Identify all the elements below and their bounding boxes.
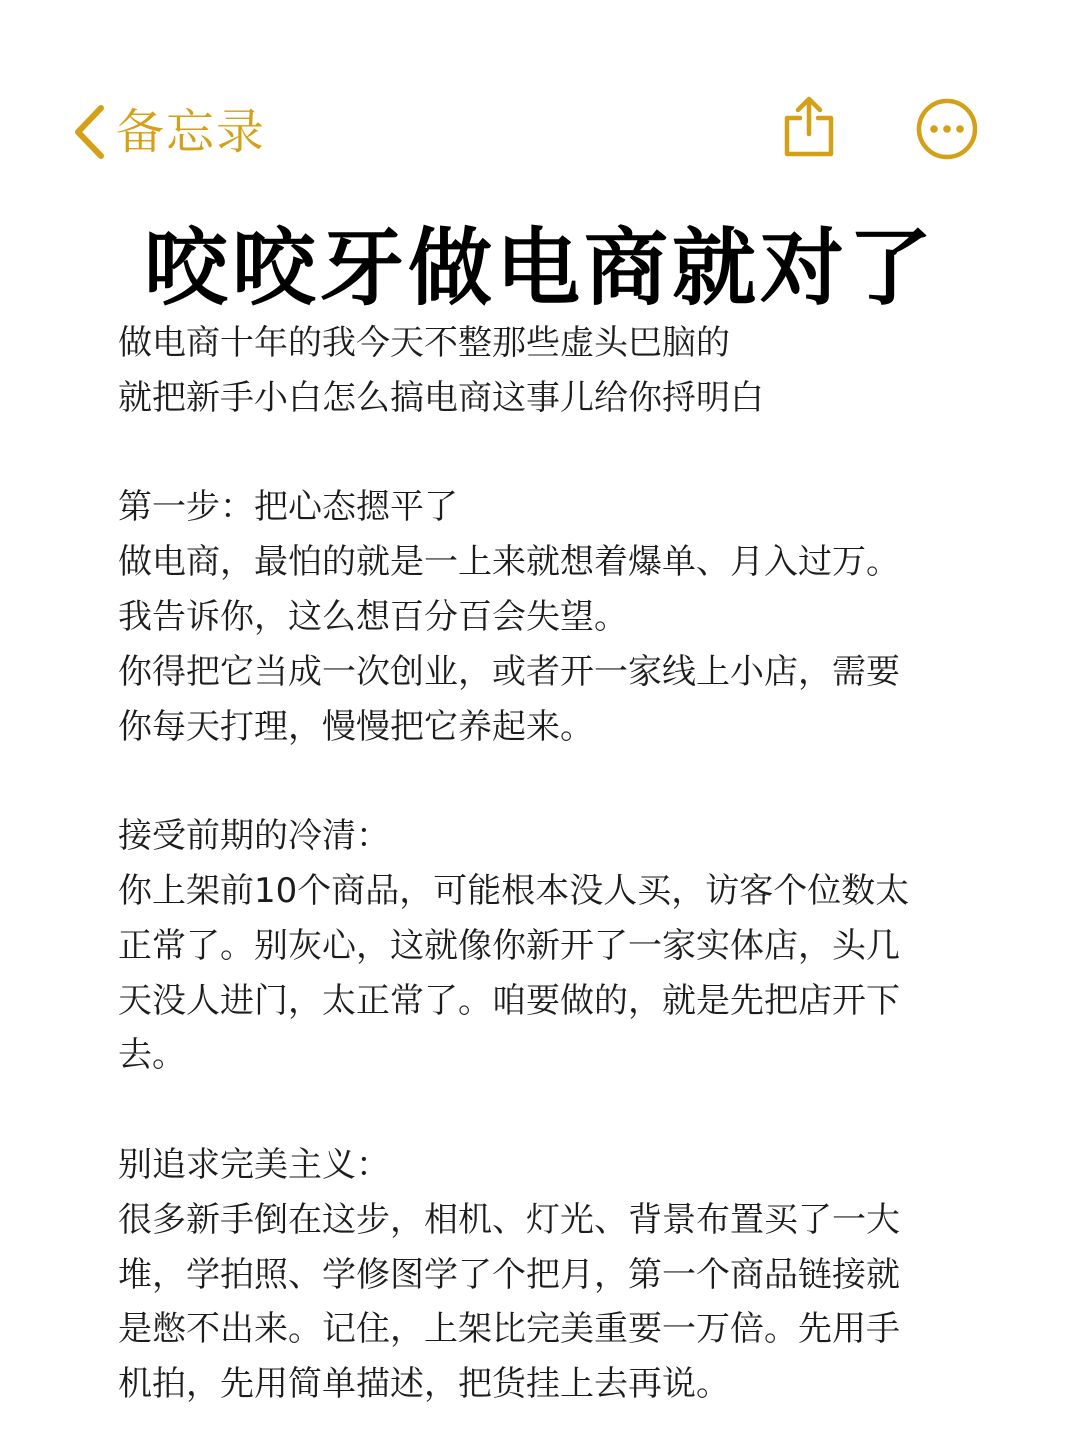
back-button[interactable] (72, 92, 266, 172)
body-line: 天没人进门，太正常了。咱要做的，就是先把店开下 (118, 980, 900, 1021)
more-icon (914, 96, 980, 162)
body-line: 堆，学拍照、学修图学了个把月，第一个商品链接就 (118, 1254, 900, 1295)
body-line: 做电商，最怕的就是一上来就想着爆单、月入过万。 (118, 542, 900, 583)
blank-line (118, 1083, 968, 1138)
body-line: 很多新手倒在这步，相机、灯光、背景布置买了一大 (118, 1199, 900, 1240)
body-line: 正常了。别灰心，这就像你新开了一家实体店，头几 (118, 925, 900, 966)
body-line: 机拍，先用简单描述，把货挂上去再说。 (118, 1364, 730, 1405)
body-line: 你每天打理，慢慢把它养起来。 (118, 706, 594, 747)
back-label: 备忘录 (116, 104, 267, 160)
note-title: 咬咬牙做电商就对了 (143, 219, 936, 317)
body-line: 去。 (118, 1035, 186, 1076)
navigation-bar (0, 0, 1080, 200)
section-heading: 接受前期的冷清： (118, 816, 390, 857)
blank-line (118, 754, 968, 809)
body-line: 我告诉你，这么想百分百会失望。 (118, 596, 628, 637)
share-icon (780, 94, 838, 160)
more-button[interactable] (914, 96, 980, 162)
body-line: 你上架前10个商品，可能根本没人买，访客个位数太 (118, 870, 910, 911)
intro-line: 就把新手小白怎么搞电商这事儿给你捋明白 (118, 377, 764, 418)
chevron-left-icon (72, 104, 106, 160)
body-line: 是憋不出来。记住，上架比完美重要一万倍。先用手 (118, 1309, 900, 1350)
intro-line: 做电商十年的我今天不整那些虚头巴脑的 (118, 323, 730, 363)
share-button[interactable] (780, 94, 838, 160)
note-body[interactable] (118, 316, 968, 1412)
section-heading: 别追求完美主义： (118, 1144, 390, 1185)
section-heading: 第一步：把心态摁平了 (118, 487, 458, 528)
body-line: 你得把它当成一次创业，或者开一家线上小店，需要 (118, 651, 900, 692)
blank-line (118, 426, 968, 481)
